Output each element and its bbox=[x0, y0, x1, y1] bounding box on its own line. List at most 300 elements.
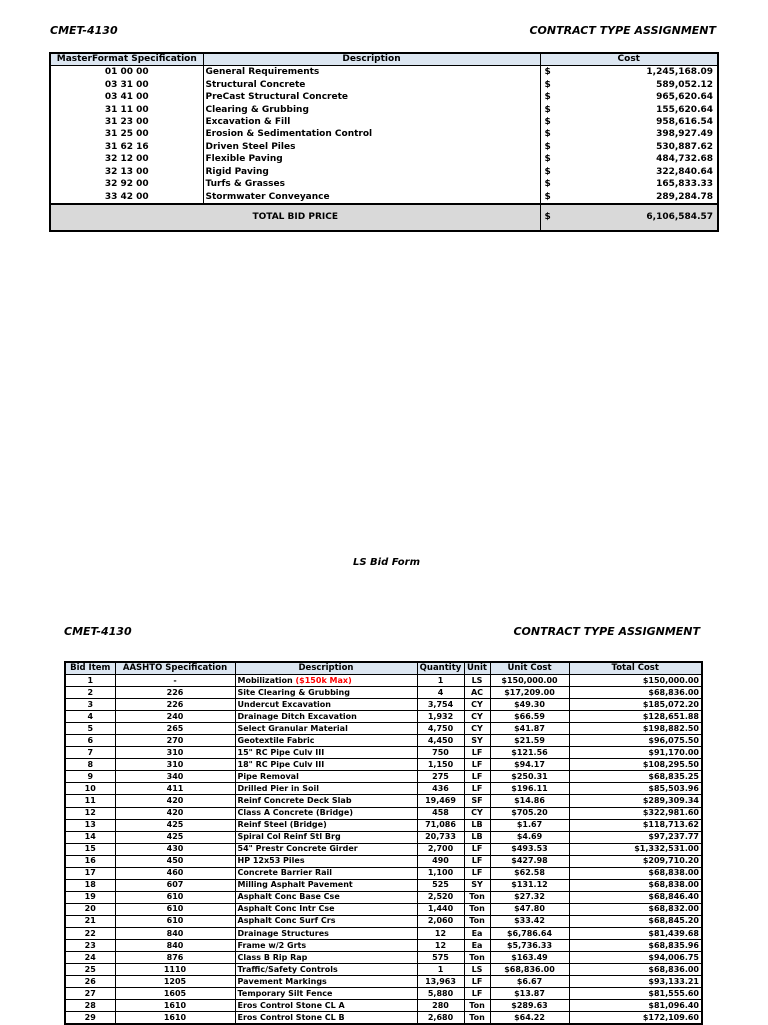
unit-cell: Ton bbox=[464, 952, 490, 964]
currency-cell: $ bbox=[540, 153, 554, 165]
total-cost-cell: $172,109.60 bbox=[569, 1012, 702, 1025]
header-masterformat-spec: MasterFormat Specification bbox=[50, 53, 203, 66]
table-row bbox=[65, 891, 702, 903]
bid-item-cell: 16 bbox=[65, 855, 115, 867]
bid-item-cell: 4 bbox=[65, 711, 115, 723]
total-currency: $ bbox=[540, 204, 554, 231]
description-cell bbox=[235, 988, 417, 1000]
table-row bbox=[50, 78, 718, 90]
page-title: CONTRACT TYPE ASSIGNMENT bbox=[529, 24, 716, 37]
table-row bbox=[65, 723, 702, 735]
total-cost-cell: $68,838.00 bbox=[569, 879, 702, 891]
unit-cost-cell: $41.87 bbox=[490, 723, 569, 735]
description-cell bbox=[235, 723, 417, 735]
table-row bbox=[50, 141, 718, 153]
description-text: Temporary Silt Fence bbox=[237, 988, 333, 998]
cost-cell: 289,284.78 bbox=[656, 191, 714, 202]
aashto-spec-cell: 310 bbox=[115, 747, 235, 759]
unit-cell: LS bbox=[464, 964, 490, 976]
description-cell bbox=[235, 783, 417, 795]
unit-cost-cell: $1.67 bbox=[490, 819, 569, 831]
table-row bbox=[65, 988, 702, 1000]
total-row bbox=[50, 204, 718, 231]
unit-cost-cell: $121.56 bbox=[490, 747, 569, 759]
description-cell: Erosion & Sedimentation Control bbox=[203, 128, 540, 140]
table-row bbox=[50, 178, 718, 190]
total-cost-cell: $68,836.00 bbox=[569, 687, 702, 699]
aashto-spec-cell: 1205 bbox=[115, 976, 235, 988]
spec-cell: 32 12 00 bbox=[50, 153, 203, 165]
quantity-cell: 2,520 bbox=[417, 891, 464, 903]
quantity-cell: 4 bbox=[417, 687, 464, 699]
unit-cost-cell: $6,786.64 bbox=[490, 927, 569, 939]
aashto-spec-cell: 1610 bbox=[115, 1000, 235, 1012]
unit-cell: LF bbox=[464, 867, 490, 879]
aashto-spec-cell: 420 bbox=[115, 807, 235, 819]
page-title-2: CONTRACT TYPE ASSIGNMENT bbox=[513, 625, 700, 638]
aashto-spec-cell: 420 bbox=[115, 795, 235, 807]
description-text: Concrete Barrier Rail bbox=[237, 868, 333, 878]
description-text: Pipe Removal bbox=[237, 771, 299, 781]
unit-cost-cell: $64.22 bbox=[490, 1012, 569, 1025]
aashto-spec-cell: 340 bbox=[115, 771, 235, 783]
quantity-cell: 20,733 bbox=[417, 831, 464, 843]
header-total-cost: Total Cost bbox=[569, 662, 702, 675]
total-cost-cell: $94,006.75 bbox=[569, 952, 702, 964]
unit-cost-cell: $4.69 bbox=[490, 831, 569, 843]
description-cell bbox=[235, 927, 417, 939]
description-text: Drainage Ditch Excavation bbox=[237, 711, 357, 721]
unit-cost-cell: $131.12 bbox=[490, 879, 569, 891]
description-cell: General Requirements bbox=[203, 66, 540, 79]
description-text: Drainage Structures bbox=[237, 928, 329, 938]
description-text: Pavement Markings bbox=[237, 976, 327, 986]
unit-cost-cell: $150,000.00 bbox=[490, 675, 569, 687]
table-row bbox=[65, 927, 702, 939]
bid-item-cell: 8 bbox=[65, 759, 115, 771]
total-cost-cell: $1,332,531.00 bbox=[569, 843, 702, 855]
table-row bbox=[65, 879, 702, 891]
bid-item-cell: 13 bbox=[65, 819, 115, 831]
description-cell bbox=[235, 807, 417, 819]
quantity-cell: 1,100 bbox=[417, 867, 464, 879]
aashto-spec-cell: 450 bbox=[115, 855, 235, 867]
description-cell bbox=[235, 903, 417, 915]
description-text: Eros Control Stone CL A bbox=[237, 1000, 345, 1010]
description-text: Geotextile Fabric bbox=[237, 735, 315, 745]
spec-cell: 31 23 00 bbox=[50, 116, 203, 128]
header-cost: Cost bbox=[540, 53, 718, 66]
table-row bbox=[65, 867, 702, 879]
unit-cell: CY bbox=[464, 807, 490, 819]
bid-item-cell: 22 bbox=[65, 927, 115, 939]
description-text: 15" RC Pipe Culv III bbox=[237, 747, 325, 757]
aashto-spec-cell: 1605 bbox=[115, 988, 235, 1000]
description-text: Select Granular Material bbox=[237, 723, 348, 733]
currency-cell: $ bbox=[540, 91, 554, 103]
bid-item-cell: 24 bbox=[65, 952, 115, 964]
total-cost-cell: $68,835.96 bbox=[569, 940, 702, 952]
total-cost-cell: $68,836.00 bbox=[569, 964, 702, 976]
aashto-spec-cell: 226 bbox=[115, 687, 235, 699]
total-cost-cell: $97,237.77 bbox=[569, 831, 702, 843]
aashto-spec-cell: 310 bbox=[115, 759, 235, 771]
unit-cost-cell: $62.58 bbox=[490, 867, 569, 879]
description-cell: Flexible Paving bbox=[203, 153, 540, 165]
description-cell bbox=[235, 1012, 417, 1025]
aashto-spec-cell: 610 bbox=[115, 915, 235, 927]
total-cost-cell: $91,170.00 bbox=[569, 747, 702, 759]
unit-cell: CY bbox=[464, 711, 490, 723]
description-cell bbox=[235, 855, 417, 867]
aashto-spec-cell: 840 bbox=[115, 927, 235, 939]
quantity-cell: 1,932 bbox=[417, 711, 464, 723]
table-row bbox=[65, 915, 702, 927]
bid-item-cell: 7 bbox=[65, 747, 115, 759]
quantity-cell: 1 bbox=[417, 675, 464, 687]
description-cell bbox=[235, 964, 417, 976]
total-cost-cell: $68,845.20 bbox=[569, 915, 702, 927]
unit-cost-cell: $289.63 bbox=[490, 1000, 569, 1012]
spec-cell: 31 62 16 bbox=[50, 141, 203, 153]
bid-item-cell: 23 bbox=[65, 940, 115, 952]
total-cost-cell: $289,309.34 bbox=[569, 795, 702, 807]
header-description: Description bbox=[203, 53, 540, 66]
currency-cell: $ bbox=[540, 103, 554, 115]
table-row bbox=[50, 190, 718, 203]
quantity-cell: 275 bbox=[417, 771, 464, 783]
unit-cost-cell: $250.31 bbox=[490, 771, 569, 783]
quantity-cell: 280 bbox=[417, 1000, 464, 1012]
cost-cell: 530,887.62 bbox=[656, 141, 714, 152]
cost-cell: 484,732.68 bbox=[656, 154, 714, 165]
quantity-cell: 71,086 bbox=[417, 819, 464, 831]
unit-cell: Ton bbox=[464, 1000, 490, 1012]
unit-cell: SY bbox=[464, 879, 490, 891]
table-row bbox=[65, 807, 702, 819]
bid-item-cell: 6 bbox=[65, 735, 115, 747]
aashto-spec-cell: 265 bbox=[115, 723, 235, 735]
description-text: Class A Concrete (Bridge) bbox=[237, 808, 353, 818]
bid-item-cell: 5 bbox=[65, 723, 115, 735]
unit-cell: LF bbox=[464, 976, 490, 988]
unit-cost-cell: $14.86 bbox=[490, 795, 569, 807]
description-cell: Turfs & Grasses bbox=[203, 178, 540, 190]
unit-cost-cell: $5,736.33 bbox=[490, 940, 569, 952]
header-description: Description bbox=[235, 662, 417, 675]
aashto-spec-cell: 226 bbox=[115, 699, 235, 711]
table-row bbox=[65, 735, 702, 747]
unit-cell: AC bbox=[464, 687, 490, 699]
currency-cell: $ bbox=[540, 66, 554, 79]
bid-item-cell: 27 bbox=[65, 988, 115, 1000]
description-cell bbox=[235, 1000, 417, 1012]
cost-cell: 165,833.33 bbox=[656, 179, 714, 190]
unit-cost-cell: $427.98 bbox=[490, 855, 569, 867]
bid-items-table bbox=[64, 661, 703, 1025]
table-row bbox=[65, 855, 702, 867]
cost-cell: 1,245,168.09 bbox=[646, 67, 714, 78]
table-row bbox=[65, 795, 702, 807]
cost-cell: 589,052.12 bbox=[656, 79, 714, 90]
total-cost-cell: $118,713.62 bbox=[569, 819, 702, 831]
total-label: TOTAL BID PRICE bbox=[50, 204, 540, 231]
currency-cell: $ bbox=[540, 116, 554, 128]
aashto-spec-cell: 607 bbox=[115, 879, 235, 891]
bid-item-cell: 10 bbox=[65, 783, 115, 795]
currency-cell: $ bbox=[540, 190, 554, 203]
description-note: ($150k Max) bbox=[295, 675, 352, 685]
description-text: Asphalt Conc Base Cse bbox=[237, 892, 340, 902]
description-cell bbox=[235, 831, 417, 843]
bid-item-cell: 21 bbox=[65, 915, 115, 927]
description-cell bbox=[235, 687, 417, 699]
table-row bbox=[65, 759, 702, 771]
quantity-cell: 490 bbox=[417, 855, 464, 867]
bid-item-cell: 18 bbox=[65, 879, 115, 891]
bid-item-cell: 14 bbox=[65, 831, 115, 843]
description-cell bbox=[235, 747, 417, 759]
aashto-spec-cell: 411 bbox=[115, 783, 235, 795]
header-unit-cost: Unit Cost bbox=[490, 662, 569, 675]
currency-cell: $ bbox=[540, 78, 554, 90]
description-cell: Structural Concrete bbox=[203, 78, 540, 90]
header-unit: Unit bbox=[464, 662, 490, 675]
table-row bbox=[50, 66, 718, 79]
total-cost-cell: $85,503.96 bbox=[569, 783, 702, 795]
aashto-spec-cell: 425 bbox=[115, 831, 235, 843]
unit-cost-cell: $49.30 bbox=[490, 699, 569, 711]
course-code: CMET-4130 bbox=[50, 24, 118, 37]
total-cost-cell: $68,846.40 bbox=[569, 891, 702, 903]
cost-cell: 398,927.49 bbox=[656, 129, 714, 140]
quantity-cell: 436 bbox=[417, 783, 464, 795]
header-quantity: Quantity bbox=[417, 662, 464, 675]
total-cost-cell: $81,096.40 bbox=[569, 1000, 702, 1012]
total-cost-cell: $68,835.25 bbox=[569, 771, 702, 783]
cost-cell: 965,620.64 bbox=[656, 92, 714, 103]
total-cost-cell: $81,555.60 bbox=[569, 988, 702, 1000]
total-cost-cell: $108,295.50 bbox=[569, 759, 702, 771]
aashto-spec-cell: 840 bbox=[115, 940, 235, 952]
spec-cell: 32 13 00 bbox=[50, 166, 203, 178]
total-cost-cell: $68,832.00 bbox=[569, 903, 702, 915]
description-text: Reinf Concrete Deck Slab bbox=[237, 795, 352, 805]
quantity-cell: 458 bbox=[417, 807, 464, 819]
description-cell: Rigid Paving bbox=[203, 166, 540, 178]
aashto-spec-cell: 876 bbox=[115, 952, 235, 964]
table-row bbox=[65, 747, 702, 759]
spec-cell: 03 31 00 bbox=[50, 78, 203, 90]
description-text: Reinf Steel (Bridge) bbox=[237, 820, 327, 830]
unit-cost-cell: $13.87 bbox=[490, 988, 569, 1000]
currency-cell: $ bbox=[540, 166, 554, 178]
aashto-spec-cell: - bbox=[115, 675, 235, 687]
quantity-cell: 2,060 bbox=[417, 915, 464, 927]
unit-cell: Ton bbox=[464, 915, 490, 927]
unit-cost-cell: $94.17 bbox=[490, 759, 569, 771]
description-cell bbox=[235, 819, 417, 831]
unit-cost-cell: $47.80 bbox=[490, 903, 569, 915]
unit-cost-cell: $493.53 bbox=[490, 843, 569, 855]
description-cell bbox=[235, 940, 417, 952]
quantity-cell: 1,440 bbox=[417, 903, 464, 915]
description-cell bbox=[235, 675, 417, 687]
description-cell bbox=[235, 711, 417, 723]
quantity-cell: 19,469 bbox=[417, 795, 464, 807]
total-cost-cell: $150,000.00 bbox=[569, 675, 702, 687]
bid-item-cell: 11 bbox=[65, 795, 115, 807]
description-text: HP 12x53 Piles bbox=[237, 856, 305, 866]
quantity-cell: 4,750 bbox=[417, 723, 464, 735]
table-header-row bbox=[65, 662, 702, 675]
description-text: Site Clearing & Grubbing bbox=[237, 687, 350, 697]
header-bid-item: Bid Item bbox=[65, 662, 115, 675]
total-cost-cell: $185,072.20 bbox=[569, 699, 702, 711]
quantity-cell: 5,880 bbox=[417, 988, 464, 1000]
unit-cell: LF bbox=[464, 988, 490, 1000]
total-value: 6,106,584.57 bbox=[554, 204, 718, 231]
unit-cell: LF bbox=[464, 855, 490, 867]
description-cell bbox=[235, 915, 417, 927]
description-cell bbox=[235, 759, 417, 771]
description-text: Asphalt Conc Intr Cse bbox=[237, 904, 335, 914]
bid-item-cell: 26 bbox=[65, 976, 115, 988]
table-header-row bbox=[50, 53, 718, 66]
description-text: Frame w/2 Grts bbox=[237, 940, 307, 950]
bid-item-cell: 12 bbox=[65, 807, 115, 819]
currency-cell: $ bbox=[540, 178, 554, 190]
aashto-spec-cell: 610 bbox=[115, 903, 235, 915]
unit-cost-cell: $6.67 bbox=[490, 976, 569, 988]
description-text: Asphalt Conc Surf Crs bbox=[237, 916, 336, 926]
description-cell bbox=[235, 867, 417, 879]
spec-cell: 31 25 00 bbox=[50, 128, 203, 140]
table-row bbox=[65, 964, 702, 976]
unit-cell: SY bbox=[464, 735, 490, 747]
quantity-cell: 2,680 bbox=[417, 1012, 464, 1025]
header-aashto-spec: AASHTO Specification bbox=[115, 662, 235, 675]
form-caption: LS Bid Form bbox=[353, 557, 421, 568]
description-text: 54" Prestr Concrete Girder bbox=[237, 844, 358, 854]
total-cost-cell: $209,710.20 bbox=[569, 855, 702, 867]
unit-cost-cell: $33.42 bbox=[490, 915, 569, 927]
table-row bbox=[50, 128, 718, 140]
table-row bbox=[50, 153, 718, 165]
unit-cost-cell: $68,836.00 bbox=[490, 964, 569, 976]
bid-item-cell: 28 bbox=[65, 1000, 115, 1012]
cost-cell: 958,616.54 bbox=[656, 116, 714, 127]
total-cost-cell: $93,133.21 bbox=[569, 976, 702, 988]
bid-item-cell: 29 bbox=[65, 1012, 115, 1025]
description-cell bbox=[235, 891, 417, 903]
cost-cell: 322,840.64 bbox=[656, 166, 714, 177]
description-text: Spiral Col Reinf Stl Brg bbox=[237, 832, 341, 842]
table-row bbox=[65, 699, 702, 711]
total-cost-cell: $322,981.60 bbox=[569, 807, 702, 819]
description-cell bbox=[235, 976, 417, 988]
unit-cost-cell: $21.59 bbox=[490, 735, 569, 747]
unit-cell: SF bbox=[464, 795, 490, 807]
description-cell bbox=[235, 735, 417, 747]
aashto-spec-cell: 1610 bbox=[115, 1012, 235, 1025]
table-row bbox=[65, 783, 702, 795]
spec-cell: 01 00 00 bbox=[50, 66, 203, 79]
spec-cell: 32 92 00 bbox=[50, 178, 203, 190]
currency-cell: $ bbox=[540, 128, 554, 140]
description-text: Undercut Excavation bbox=[237, 699, 331, 709]
description-cell: Driven Steel Piles bbox=[203, 141, 540, 153]
description-text: Class B Rip Rap bbox=[237, 952, 308, 962]
unit-cell: Ton bbox=[464, 1012, 490, 1025]
description-text: Mobilization bbox=[237, 675, 296, 685]
bid-item-cell: 15 bbox=[65, 843, 115, 855]
description-cell bbox=[235, 879, 417, 891]
table-row bbox=[65, 1000, 702, 1012]
description-text: Eros Control Stone CL B bbox=[237, 1012, 345, 1022]
unit-cell: Ea bbox=[464, 927, 490, 939]
unit-cell: LF bbox=[464, 759, 490, 771]
table-row bbox=[65, 952, 702, 964]
table-row bbox=[65, 687, 702, 699]
table-row bbox=[50, 103, 718, 115]
total-cost-cell: $81,439.68 bbox=[569, 927, 702, 939]
unit-cell: LF bbox=[464, 843, 490, 855]
currency-cell: $ bbox=[540, 141, 554, 153]
spec-cell: 31 11 00 bbox=[50, 103, 203, 115]
quantity-cell: 1 bbox=[417, 964, 464, 976]
table-row bbox=[50, 91, 718, 103]
aashto-spec-cell: 1110 bbox=[115, 964, 235, 976]
quantity-cell: 525 bbox=[417, 879, 464, 891]
description-text: 18" RC Pipe Culv III bbox=[237, 759, 325, 769]
spec-cell: 33 42 00 bbox=[50, 190, 203, 203]
aashto-spec-cell: 270 bbox=[115, 735, 235, 747]
table-row bbox=[65, 843, 702, 855]
bid-item-cell: 3 bbox=[65, 699, 115, 711]
unit-cell: Ea bbox=[464, 940, 490, 952]
quantity-cell: 13,963 bbox=[417, 976, 464, 988]
masterformat-cost-table bbox=[49, 52, 719, 232]
table-row bbox=[65, 675, 702, 687]
description-cell: Stormwater Conveyance bbox=[203, 190, 540, 203]
total-cost-cell: $128,651.88 bbox=[569, 711, 702, 723]
table-row bbox=[65, 711, 702, 723]
total-cost-cell: $96,075.50 bbox=[569, 735, 702, 747]
bid-item-cell: 1 bbox=[65, 675, 115, 687]
quantity-cell: 12 bbox=[417, 927, 464, 939]
unit-cost-cell: $17,209.00 bbox=[490, 687, 569, 699]
unit-cost-cell: $196.11 bbox=[490, 783, 569, 795]
bid-item-cell: 2 bbox=[65, 687, 115, 699]
unit-cell: CY bbox=[464, 699, 490, 711]
spec-cell: 03 41 00 bbox=[50, 91, 203, 103]
quantity-cell: 750 bbox=[417, 747, 464, 759]
unit-cost-cell: $27.32 bbox=[490, 891, 569, 903]
cost-cell: 155,620.64 bbox=[656, 104, 714, 115]
bid-item-cell: 25 bbox=[65, 964, 115, 976]
course-code-2: CMET-4130 bbox=[64, 625, 132, 638]
total-cost-cell: $198,882.50 bbox=[569, 723, 702, 735]
description-cell: Excavation & Fill bbox=[203, 116, 540, 128]
unit-cell: LB bbox=[464, 819, 490, 831]
table-row bbox=[65, 903, 702, 915]
table-row bbox=[65, 819, 702, 831]
quantity-cell: 575 bbox=[417, 952, 464, 964]
unit-cell: LF bbox=[464, 747, 490, 759]
unit-cell: LS bbox=[464, 675, 490, 687]
unit-cell: CY bbox=[464, 723, 490, 735]
